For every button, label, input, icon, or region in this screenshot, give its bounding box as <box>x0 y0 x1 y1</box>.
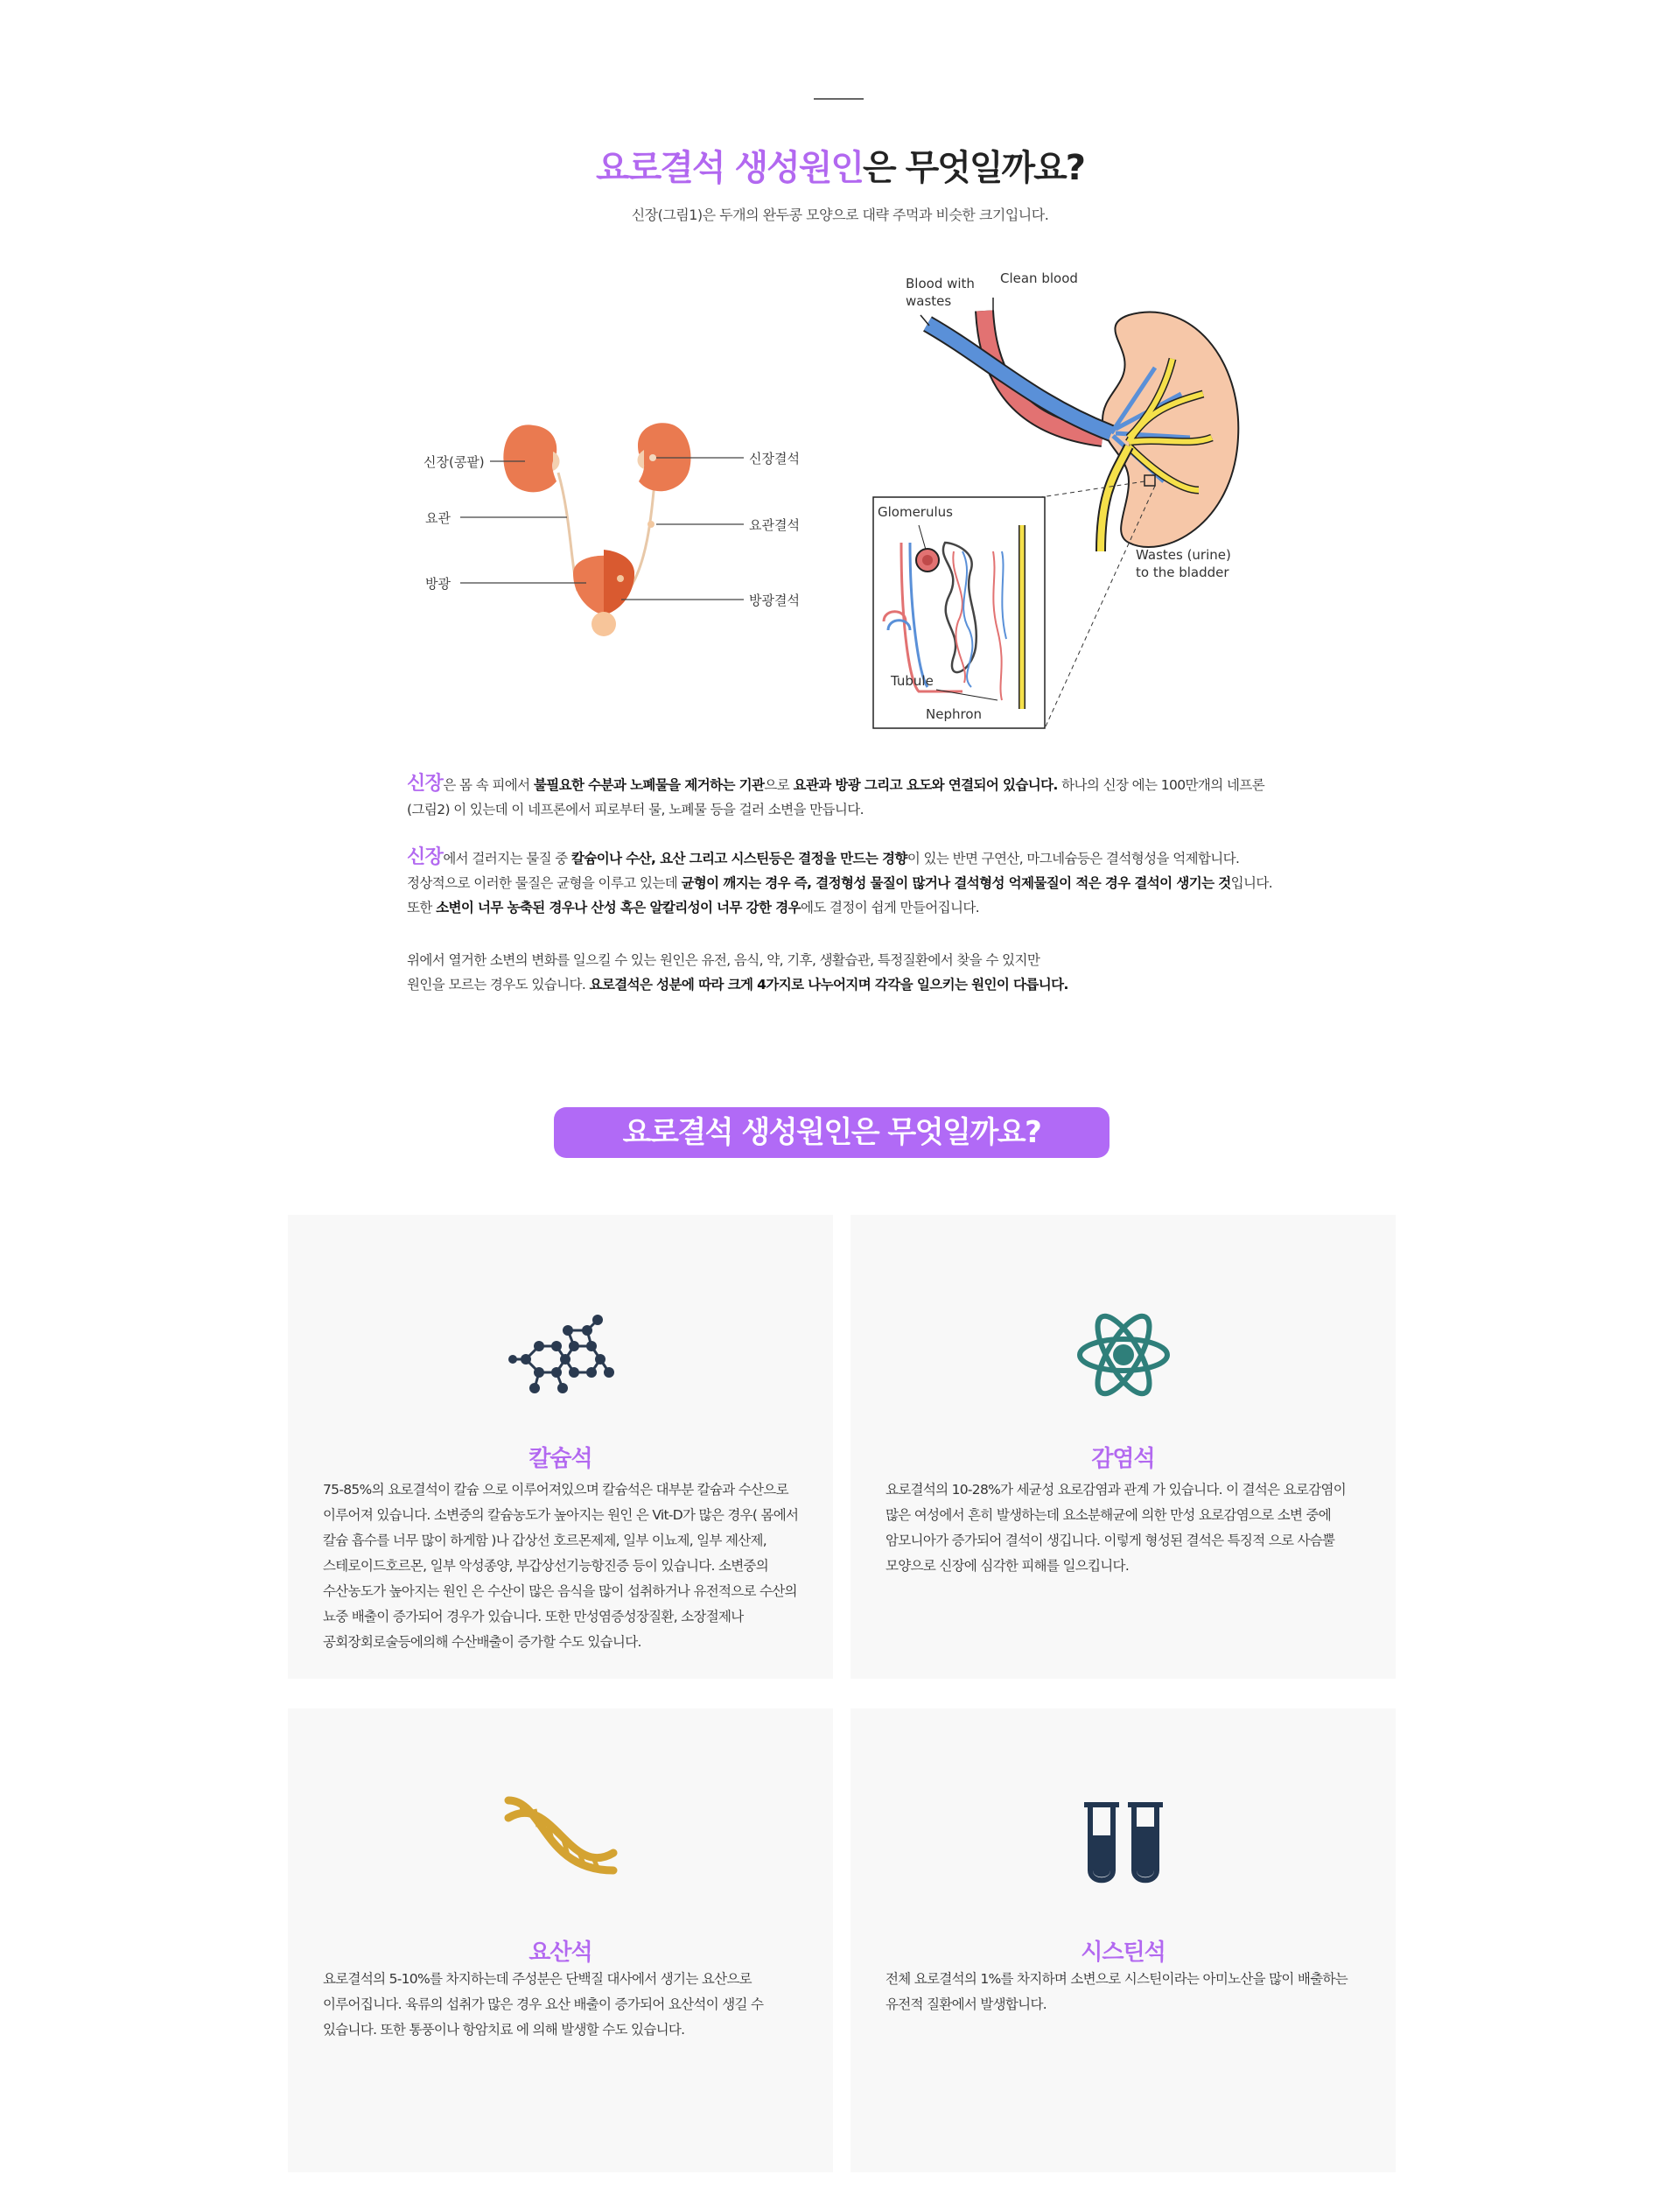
label-glomerulus: Glomerulus <box>878 504 953 520</box>
label-tubule: Tubule <box>891 673 934 689</box>
kidney-nephron-diagram <box>866 263 1251 735</box>
molecule-icon <box>500 1302 622 1407</box>
label-wastes-1: Wastes (urine) <box>1136 547 1231 563</box>
card-description: 전체 요로결석의 1%를 차지하며 소변으로 시스틴이라는 아미노산을 많이 배출하는 유전적 질환에서 발생합니다. <box>886 1971 1348 2012</box>
page-title: 요로결석 생성원인은 무엇일까요? <box>595 148 1084 188</box>
card-uric-acid-stone <box>288 1708 833 2172</box>
label-bladder: 방광 <box>425 576 451 592</box>
card-description: 요로결석의 10-28%가 세균성 요로감염과 관계 가 있습니다. 이 결석은 요로감염이 많은 여성에서 흔히 발생하는데 요소분해균에 의한 만성 요로감염으로 소변 중에 암모니아가 증가되어 결석이 생깁니다. 이렇게 형성된 결석은 특징적 으로 사슴뿔 모양으로 신장에 심각한 피해를 일으킵니다. <box>886 1482 1347 1574</box>
label-blood-with-wastes-1: Blood with <box>906 276 975 291</box>
card-infection-stone <box>850 1215 1396 1679</box>
paragraph-causes: 위에서 열거한 소변의 변화를 일으킬 수 있는 원인은 유전, 음식, 약, 기후, 생활습관, 특정질환에서 찾을 수 있지만 원인을 모르는 경우도 있습니다. 요로결석은 성분에 따라 크게 4가지로 나누어지며 각각을 일으키는 원인이 다릅니다. <box>407 952 1068 993</box>
card-title: 요산석 <box>528 1940 592 1966</box>
card-title: 시스틴석 <box>1081 1940 1166 1966</box>
page-subtitle: 신장(그림1)은 두개의 완두콩 모양으로 대략 주먹과 비슷한 크기입니다. <box>631 207 1049 223</box>
atom-icon <box>1071 1302 1176 1407</box>
card-description: 75-85%의 요로결석이 칼슘 으로 이루어져있으며 칼슘석은 대부분 칼슘과 수산으로 이루어져 있습니다. 소변중의 칼슘농도가 높아지는 원인 은 Vit-D가 많은 경우( 몸에서 칼슘 흡수를 너무 많이 하게함 )나 갑상선 호르몬제제, 일부 이뇨제, 일부 제산제, 스테로이드호르몬, 일부 악성종양, 부갑상선기능항진증 등이 있습니다. 소변중의 수산농도가 높아지는 원인 은 수산이 많은 음식을 많이 섭취하거나 유전적으로 수산의 뇨중 배출이 증가되어 경우가 있습니다. 또한 만성염증성장질환, 소장절제나 공회장회로술등에의해 수산배출이 증가할 수도 있습니다. <box>323 1482 799 1650</box>
label-ureter-stone: 요관결석 <box>749 517 800 533</box>
test-tubes-icon <box>1080 1800 1167 1888</box>
dna-icon <box>500 1783 622 1888</box>
paragraph-kidney-function: 신장은 몸 속 피에서 불필요한 수분과 노폐물을 제거하는 기관으로 요관과 방광 그리고 요도와 연결되어 있습니다. 하나의 신장 에는 100만개의 네프론 (그림2) 이 있는데 이 네프론에서 피로부터 물, 노폐물 등을 걸러 소변을 만듭니다. <box>407 773 1265 817</box>
card-title: 칼슘석 <box>528 1446 592 1472</box>
label-nephron: Nephron <box>926 706 982 722</box>
label-kidney: 신장(콩팥) <box>424 454 485 470</box>
top-divider <box>814 98 864 100</box>
urinary-system-illustration <box>402 411 822 656</box>
label-blood-with-wastes-2: wastes <box>906 293 952 309</box>
card-cystine-stone <box>850 1708 1396 2172</box>
label-bladder-stone: 방광결석 <box>749 593 800 608</box>
section-banner: 요로결석 생성원인은 무엇일까요? <box>554 1107 1110 1158</box>
label-kidney-stone: 신장결석 <box>749 451 800 467</box>
paragraph-stone-formation: 신장에서 걸러지는 물질 중 칼슘이나 수산, 요산 그리고 시스틴등은 결정을 만드는 경향이 있는 반면 구연산, 마그네슘등은 결석형성을 억제합니다. 정상적으로 이러한 물질은 균형을 이루고 있는데 균형이 깨지는 경우 즉, 결정형성 물질이 많거나 결석형성 억제물질이 적은 경우 결석이 생기는 것입니다. 또한 소변이 너무 농축된 경우나 산성 혹은 알칼리성이 너무 강한 경우에도 결정이 쉽게 만들어집니다. <box>407 846 1273 916</box>
kidney-illustration <box>866 263 1251 735</box>
label-wastes-2: to the bladder <box>1136 565 1229 580</box>
card-description: 요로결석의 5-10%를 차지하는데 주성분은 단백질 대사에서 생기는 요산으로 이루어집니다. 육류의 섭취가 많은 경우 요산 배출이 증가되어 요산석이 생길 수 있습니다. 또한 통풍이나 항암치료 에 의해 발생할 수도 있습니다. <box>323 1971 764 2038</box>
card-title: 감염석 <box>1091 1446 1155 1472</box>
label-ureter: 요관 <box>425 510 451 526</box>
urinary-system-diagram <box>402 411 822 656</box>
label-clean-blood: Clean blood <box>1000 270 1078 286</box>
card-calcium-stone <box>288 1215 833 1679</box>
